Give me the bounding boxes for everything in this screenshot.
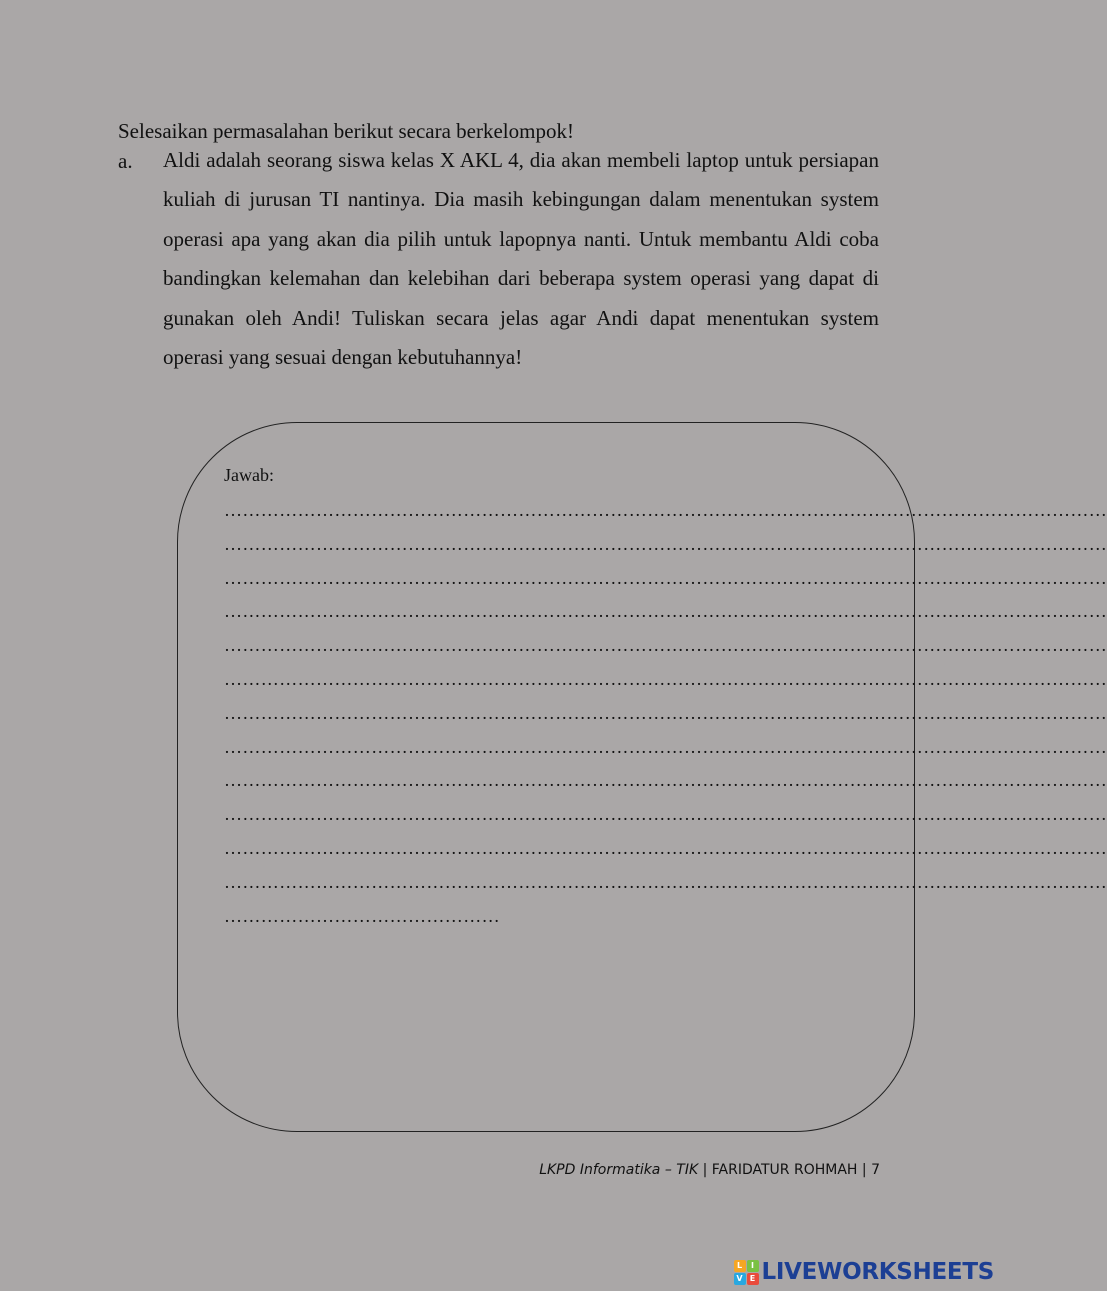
answer-line[interactable]: ……………………………………… <box>224 905 500 926</box>
question-letter: a. <box>118 149 133 173</box>
answer-line[interactable]: ……………………………………………………………………………………………………………………………… <box>224 669 1107 689</box>
liveworksheets-logo-icon <box>734 1260 759 1285</box>
page-footer <box>539 1159 880 1181</box>
logo-letter: E <box>747 1273 759 1285</box>
answer-line[interactable]: ……………………………………………………………………………………………………………………………… <box>224 871 1107 892</box>
instruction-text: Selesaikan permasalahan berikut secara berkelompok! <box>118 119 574 143</box>
answer-line[interactable]: ……………………………………………………………………………………………………………………………… <box>224 635 1107 656</box>
answer-line[interactable]: ……………………………………………………………………………………………………………………………… <box>224 533 1107 554</box>
brand-name: LIVEWORKSHEETS <box>761 1259 994 1285</box>
footer-author: FARIDATUR ROHMAH <box>711 1162 858 1178</box>
answer-line[interactable]: ……………………………………………………………………………………………………………………………… <box>224 804 1107 825</box>
liveworksheets-brand[interactable] <box>734 1257 994 1287</box>
answer-line[interactable]: ……………………………………………………………………………………………………………………………… <box>224 838 1107 858</box>
logo-letter: L <box>734 1260 746 1272</box>
footer-course: LKPD Informatika – TIK <box>539 1162 699 1178</box>
answer-line[interactable]: ……………………………………………………………………………………………………………………………… <box>224 567 1107 588</box>
answer-line[interactable]: ……………………………………………………………………………………………………………………………… <box>224 500 1107 520</box>
answer-line[interactable]: ……………………………………………………………………………………………………………………………… <box>224 736 1107 757</box>
logo-letter: V <box>734 1273 746 1285</box>
logo-letter: I <box>747 1260 759 1272</box>
answer-label: Jawab: <box>224 465 274 485</box>
footer-page-separator: | <box>857 1162 872 1178</box>
footer-separator: | <box>698 1162 712 1178</box>
footer-page-number: 7 <box>871 1162 880 1178</box>
answer-line[interactable]: ……………………………………………………………………………………………………………………………… <box>224 702 1107 723</box>
answer-line[interactable]: ……………………………………………………………………………………………………………………………… <box>224 601 1107 622</box>
answer-line[interactable]: ……………………………………………………………………………………………………………………………… <box>224 770 1107 791</box>
question-text: Aldi adalah seorang siswa kelas X AKL 4, dia akan membeli laptop untuk persiapan kuliah di jurusan TI nantinya. Dia masih kebingungan dalam menentukan system operasi apa yang akan dia pilih untuk lapopnya nanti. Untuk membantu Aldi coba bandingkan kelemahan dan kelebihan dari beberapa system operasi yang dapat di gunakan oleh Andi! Tuliskan secara jelas agar Andi dapat menentukan system operasi yang sesuai dengan kebutuhannya! <box>163 148 879 370</box>
